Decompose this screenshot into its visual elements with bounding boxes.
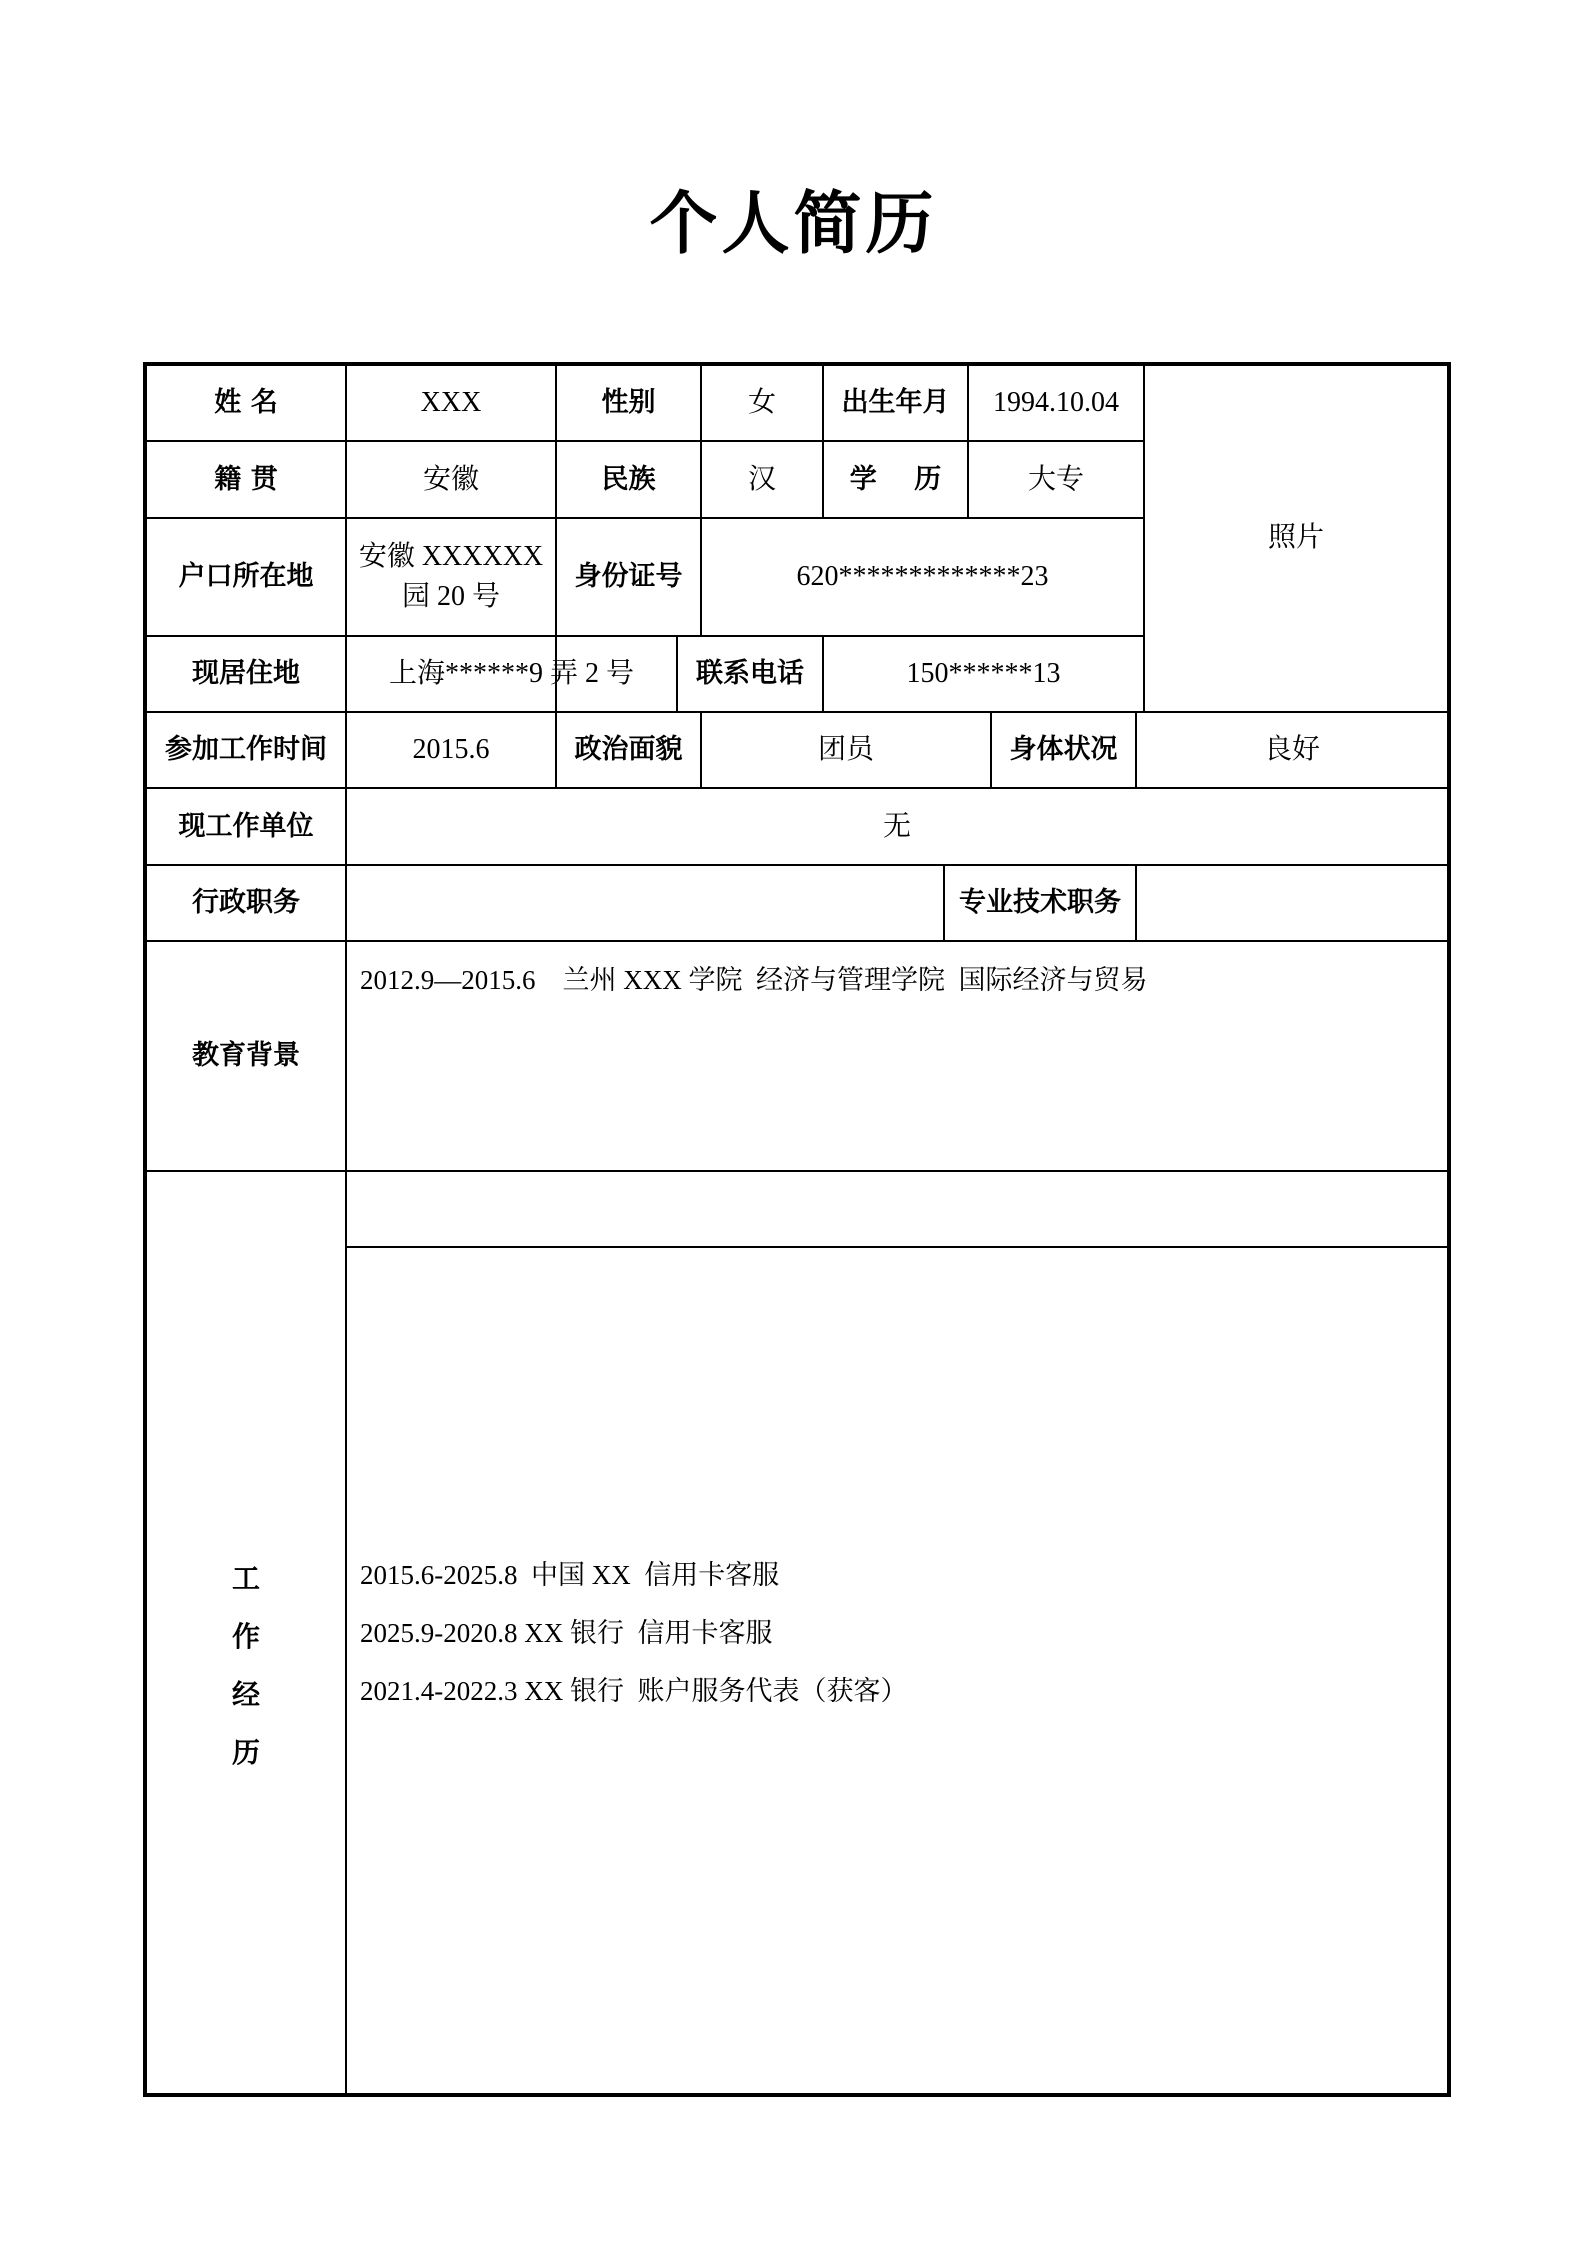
value-hukou [347, 519, 555, 635]
value-ethnicity: 汉 [747, 463, 776, 495]
work-char-1: 工 [231, 1562, 260, 1595]
work-history-item-3: 2021.4-2022.3 XX 银行 账户服务代表（获客） [360, 1676, 908, 1706]
value-employer: 无 [882, 810, 911, 842]
label-residence: 现居住地 [192, 658, 300, 689]
value-id-number: 620*************23 [796, 561, 1049, 592]
label-gender: 性别 [601, 387, 656, 418]
work-history-item-2: 2025.9-2020.8 XX 银行 信用卡客服 [360, 1618, 773, 1648]
photo-placeholder: 照片 [1267, 522, 1324, 553]
label-employer: 现工作单位 [178, 810, 314, 842]
value-political: 团员 [817, 734, 874, 765]
value-admin-post [347, 866, 943, 940]
value-residence: 上海******9 弄 2 号 [388, 658, 634, 689]
label-birth: 出生年月 [841, 387, 950, 418]
label-health: 身体状况 [1009, 734, 1118, 765]
work-char-4: 历 [231, 1736, 260, 1769]
label-education-level: 学 历 [849, 463, 942, 495]
value-tech-post [1137, 866, 1447, 940]
label-name: 姓 名 [214, 387, 278, 418]
value-hukou-line1: 安徽 XXXXXX [358, 541, 544, 572]
label-political: 政治面貌 [574, 734, 683, 765]
work-char-2: 作 [231, 1620, 260, 1653]
row-divider [145, 1170, 1449, 1172]
value-birth: 1994.10.04 [993, 387, 1119, 418]
value-phone: 150******13 [906, 658, 1061, 689]
label-phone: 联系电话 [696, 658, 804, 689]
label-admin-post: 行政职务 [192, 887, 300, 918]
value-gender: 女 [747, 387, 776, 418]
value-hukou-line2: 园 20 号 [401, 581, 500, 612]
value-name: XXX [420, 387, 482, 418]
label-native: 籍 贯 [214, 463, 278, 495]
label-work-history [147, 1550, 345, 1782]
work-history-list [360, 1546, 908, 1720]
value-work-start: 2015.6 [412, 734, 490, 765]
value-education-level: 大专 [1027, 463, 1084, 495]
label-id-number: 身份证号 [574, 561, 683, 592]
work-history-item-1: 2015.6-2025.8 中国 XX 信用卡客服 [360, 1560, 780, 1590]
label-tech-post: 专业技术职务 [959, 887, 1121, 918]
page-title: 个人简历 [649, 184, 938, 264]
label-hukou: 户口所在地 [178, 561, 314, 592]
value-native: 安徽 [422, 463, 479, 495]
row-divider [346, 1246, 1449, 1248]
work-char-3: 经 [231, 1678, 260, 1711]
label-ethnicity: 民族 [601, 463, 656, 495]
label-education: 教育背景 [192, 1040, 300, 1071]
value-education: 2012.9—2015.6 兰州 XXX 学院 经济与管理学院 国际经济与贸易 [360, 965, 1148, 995]
label-work-start: 参加工作时间 [165, 734, 327, 765]
value-health: 良好 [1263, 734, 1320, 765]
